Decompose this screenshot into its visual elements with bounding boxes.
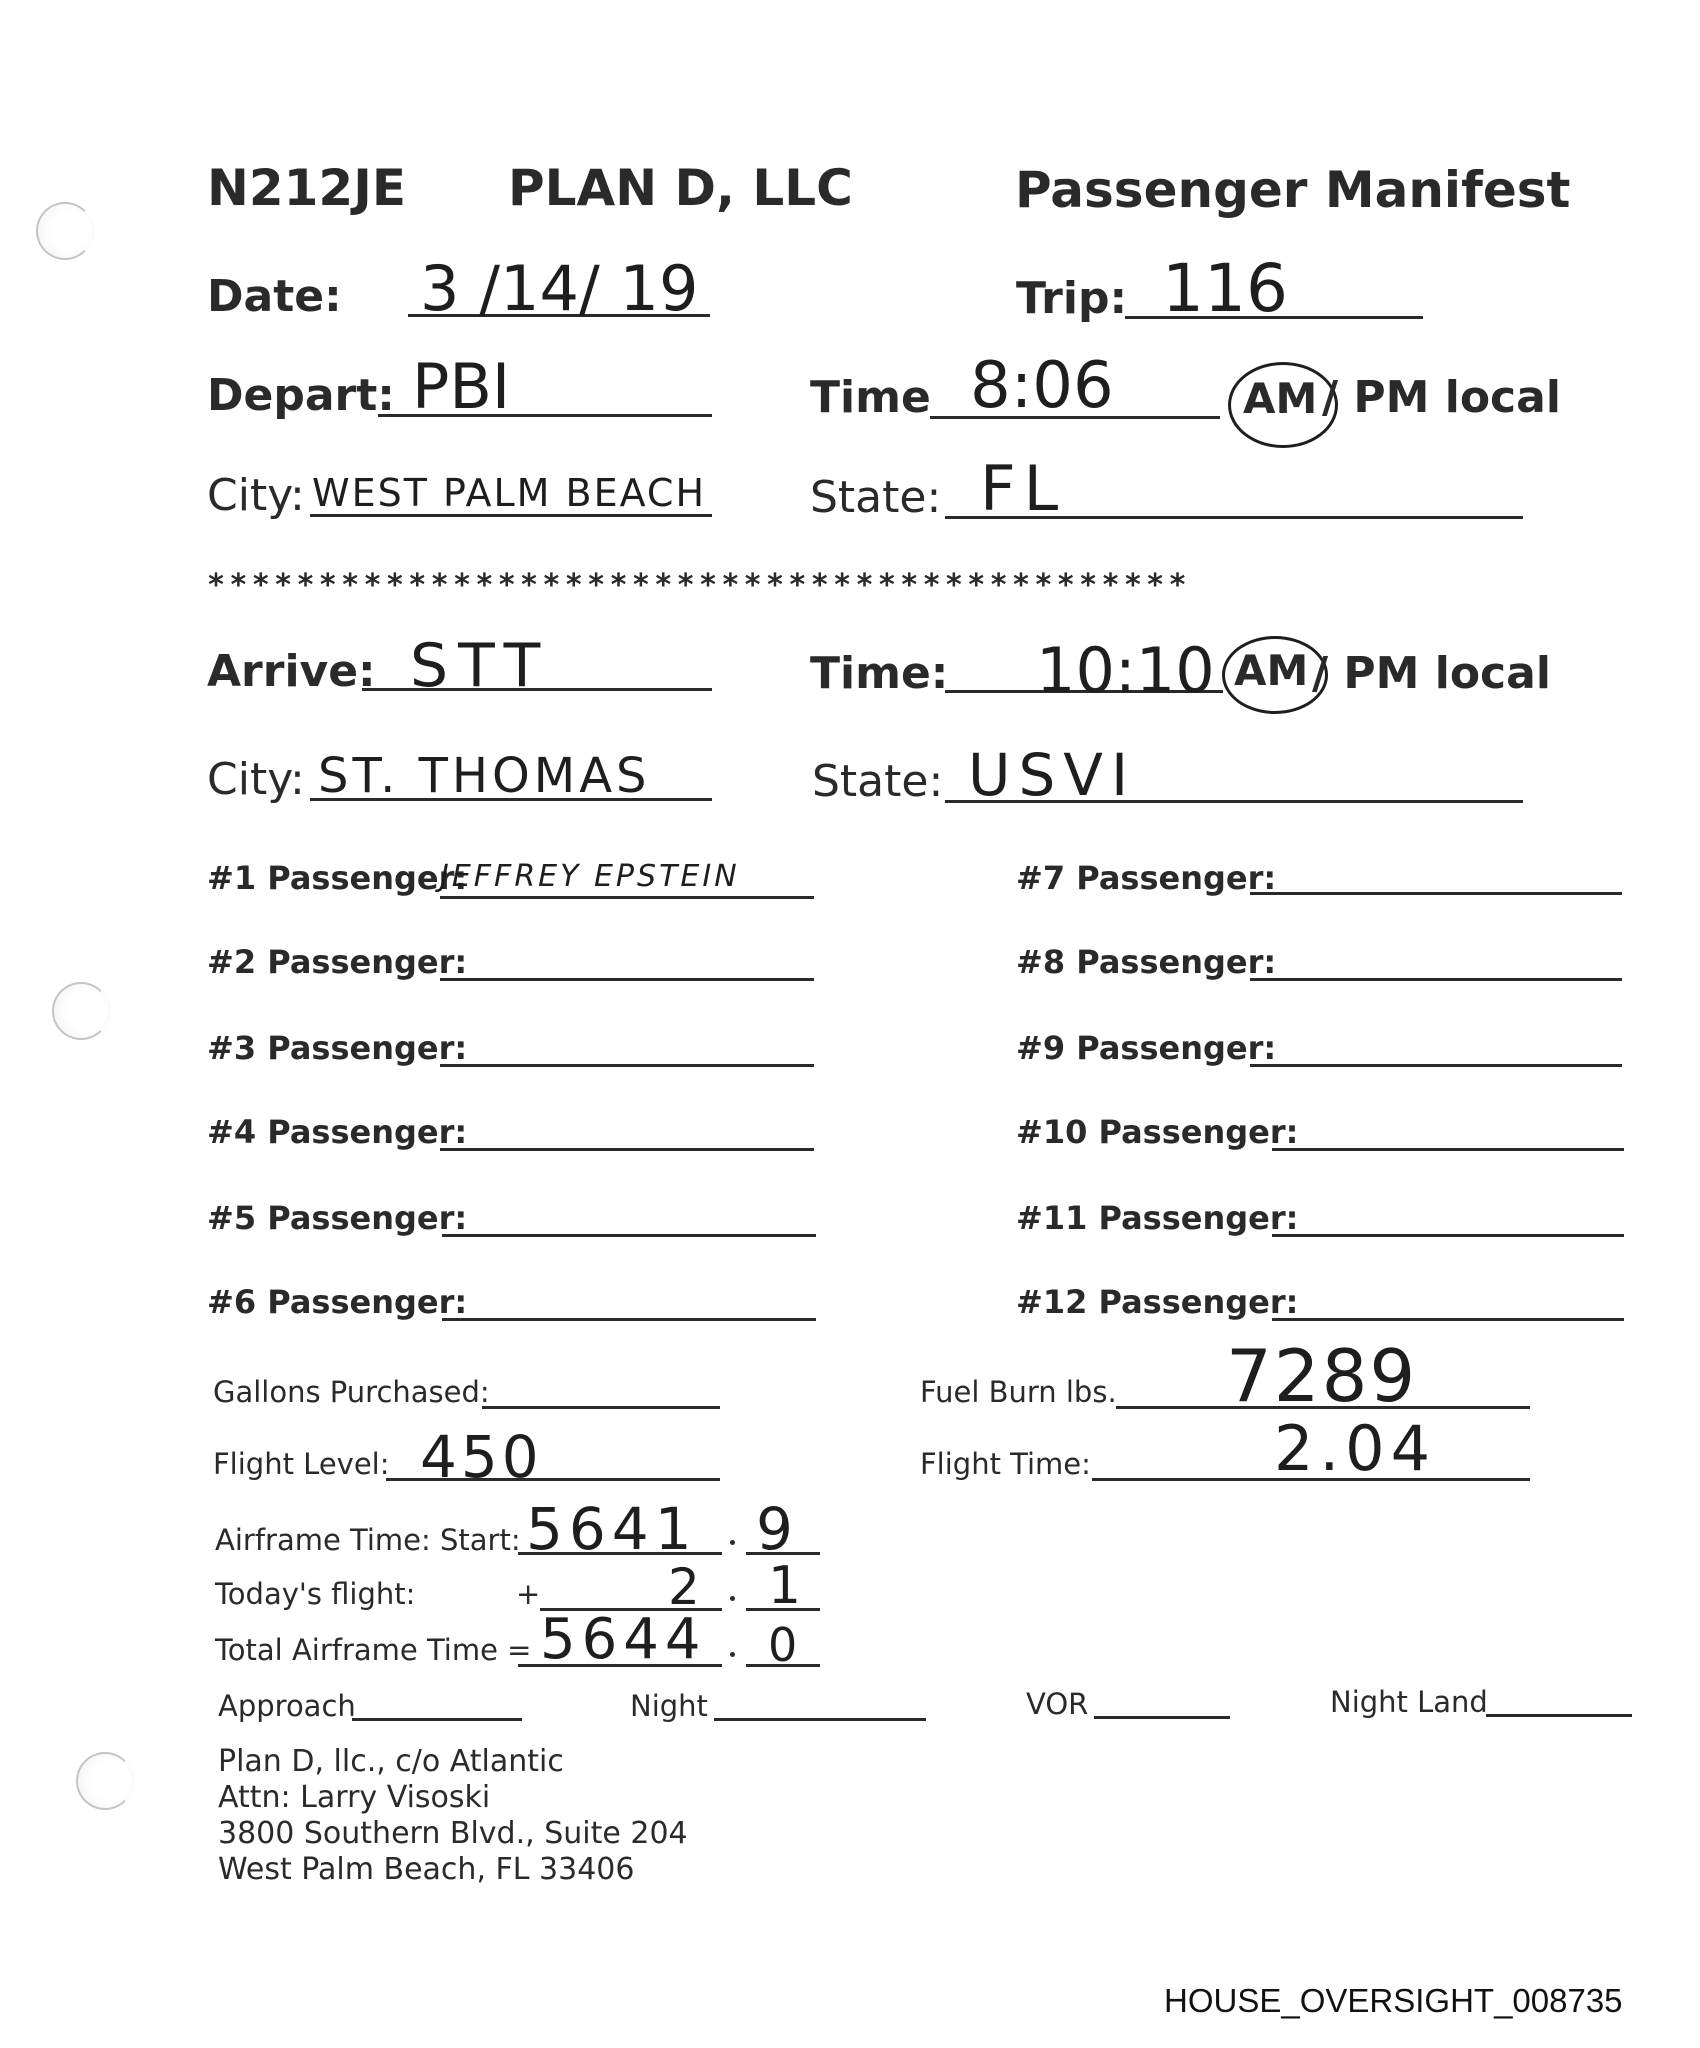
passenger-11-line <box>1272 1234 1624 1237</box>
night-land-line <box>1486 1714 1632 1717</box>
form-title: Passenger Manifest <box>1015 161 1571 219</box>
approach-label: Approach <box>218 1689 356 1723</box>
punch-hole-bottom <box>76 1752 134 1810</box>
passenger-2-label: #2 Passenger: <box>207 943 468 981</box>
gallons-purchased-line <box>482 1406 720 1409</box>
airframe-start-decimal: 9 <box>756 1495 793 1563</box>
arrive-time-label: Time: <box>810 648 949 699</box>
night-line <box>714 1718 926 1721</box>
arrive-time-value: 10:10 <box>1036 634 1215 707</box>
arrive-state-value: USVI <box>968 741 1137 809</box>
depart-time-label: Time <box>810 372 931 423</box>
passenger-2-line <box>440 978 814 981</box>
flight-level-label: Flight Level: <box>213 1447 390 1481</box>
todays-flight-label: Today's flight: <box>215 1577 416 1611</box>
depart-city-value: WEST PALM BEACH <box>312 471 707 515</box>
date-label: Date: <box>207 271 342 322</box>
approach-line <box>352 1718 522 1721</box>
trip-value: 116 <box>1162 250 1288 327</box>
total-airframe-decimal-point <box>730 1652 735 1657</box>
passenger-4-line <box>440 1148 814 1151</box>
passenger-11-label: #11 Passenger: <box>1016 1199 1299 1237</box>
arrive-pm-local: / PM local <box>1312 648 1551 699</box>
address-line-2: Attn: Larry Visoski <box>218 1780 491 1815</box>
flight-time-value: 2.04 <box>1274 1412 1437 1485</box>
trip-label: Trip: <box>1016 273 1128 324</box>
depart-state-value: FL <box>980 452 1067 525</box>
passenger-9-line <box>1250 1064 1622 1067</box>
passenger-10-label: #10 Passenger: <box>1016 1113 1299 1151</box>
vor-line <box>1094 1716 1230 1719</box>
address-line-4: West Palm Beach, FL 33406 <box>218 1852 635 1887</box>
flight-time-label: Flight Time: <box>920 1447 1091 1481</box>
airframe-start-whole: 5641 <box>526 1495 698 1563</box>
bates-number: HOUSE_OVERSIGHT_008735 <box>1164 1982 1623 2019</box>
airframe-start-decimal-point <box>730 1540 735 1545</box>
arrive-city-label: City: <box>207 754 305 805</box>
depart-time-value: 8:06 <box>970 349 1114 423</box>
passenger-12-line <box>1272 1318 1624 1321</box>
passenger-6-label: #6 Passenger: <box>207 1283 468 1321</box>
passenger-12-label: #12 Passenger: <box>1016 1283 1299 1321</box>
address-line-1: Plan D, llc., c/o Atlantic <box>218 1744 564 1779</box>
fuel-burn-value: 7289 <box>1226 1334 1418 1418</box>
depart-pm-local: / PM local <box>1322 372 1561 423</box>
fuel-burn-label: Fuel Burn lbs. <box>920 1375 1117 1409</box>
arrive-label: Arrive: <box>207 646 376 697</box>
todays-flight-whole: 2 <box>668 1558 700 1616</box>
mailing-address <box>218 1744 688 1888</box>
total-airframe-decimal: 0 <box>768 1618 798 1672</box>
address-line-3: 3800 Southern Blvd., Suite 204 <box>218 1816 688 1851</box>
tail-number: N212JE <box>207 159 406 217</box>
total-airframe-label: Total Airframe Time = <box>215 1633 532 1667</box>
arrive-city-value: ST. THOMAS <box>318 748 651 804</box>
passenger-7-label: #7 Passenger: <box>1016 859 1277 897</box>
passenger-1-line <box>440 896 814 899</box>
passenger-9-label: #9 Passenger: <box>1016 1029 1277 1067</box>
punch-hole-middle <box>52 982 110 1040</box>
passenger-4-label: #4 Passenger: <box>207 1113 468 1151</box>
vor-label: VOR <box>1026 1687 1089 1721</box>
passenger-7-line <box>1250 892 1622 895</box>
depart-am-option: AM <box>1243 374 1318 423</box>
todays-flight-decimal: 1 <box>768 1556 802 1616</box>
company-name: PLAN D, LLC <box>508 159 853 217</box>
arrive-value: STT <box>410 631 551 701</box>
passenger-10-line <box>1272 1148 1624 1151</box>
passenger-5-line <box>442 1234 816 1237</box>
passenger-8-line <box>1250 978 1622 981</box>
depart-city-label: City: <box>207 470 305 521</box>
arrive-am-option: AM <box>1234 646 1309 695</box>
night-label: Night <box>630 1689 708 1723</box>
punch-hole-top <box>36 202 94 260</box>
arrive-state-label: State: <box>812 756 944 807</box>
passenger-6-line <box>442 1318 816 1321</box>
section-separator: ******************************************** <box>207 568 1191 603</box>
todays-flight-plus: + <box>516 1577 541 1611</box>
flight-level-value: 450 <box>420 1423 543 1491</box>
passenger-1-label: #1 Passenger: <box>207 859 468 897</box>
passenger-8-label: #8 Passenger: <box>1016 943 1277 981</box>
total-airframe-whole: 5644 <box>540 1607 707 1672</box>
depart-value: PBI <box>412 350 511 423</box>
passenger-1-value: JEFFREY EPSTEIN <box>440 859 740 894</box>
passenger-3-line <box>440 1064 814 1067</box>
date-value: 3 /14/ 19 <box>420 252 699 325</box>
gallons-purchased-label: Gallons Purchased: <box>213 1375 490 1409</box>
depart-label: Depart: <box>207 370 395 421</box>
depart-state-label: State: <box>810 472 942 523</box>
night-land-label: Night Land <box>1330 1685 1488 1719</box>
passenger-3-label: #3 Passenger: <box>207 1029 468 1067</box>
todays-flight-decimal-point <box>730 1596 735 1601</box>
passenger-5-label: #5 Passenger: <box>207 1199 468 1237</box>
airframe-start-label: Airframe Time: Start: <box>215 1523 521 1557</box>
